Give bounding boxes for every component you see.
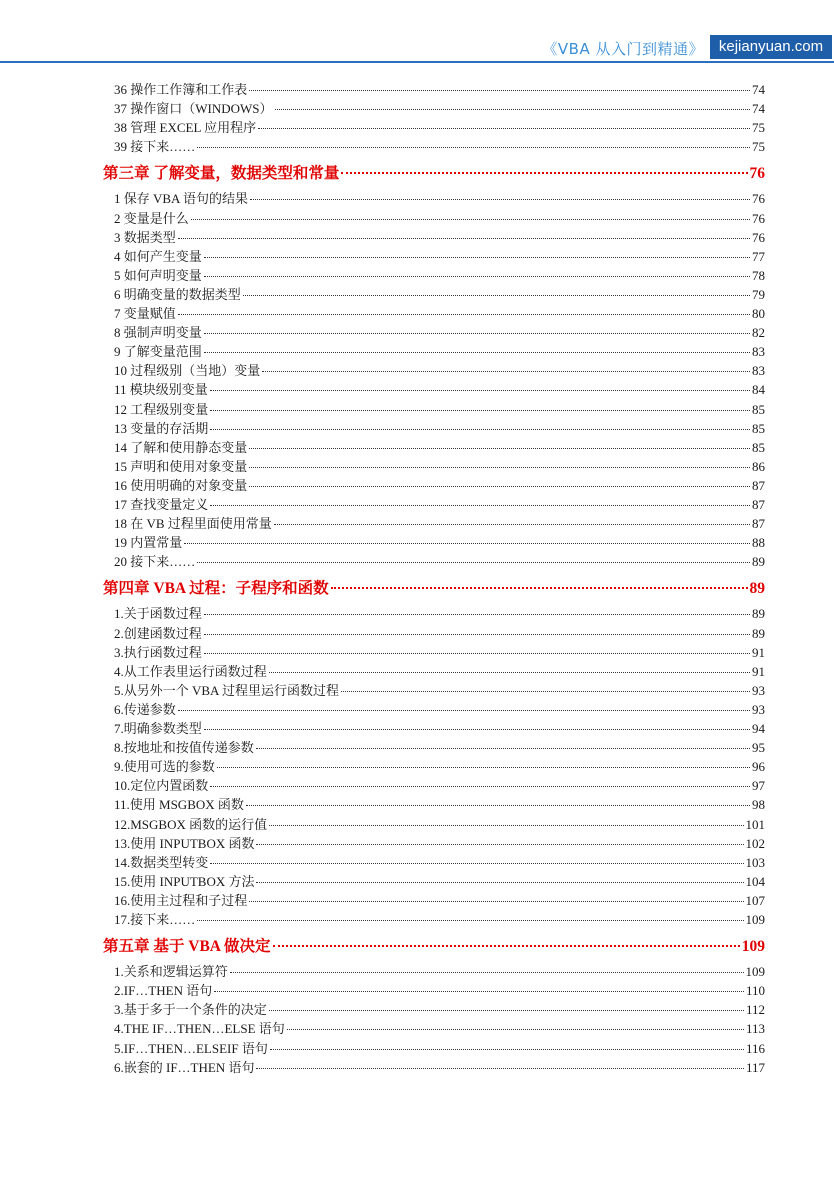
- toc-leader-dots: [273, 930, 740, 948]
- toc-label: 38 管理 EXCEL 应用程序: [114, 120, 257, 136]
- toc-page-number: 79: [752, 286, 765, 302]
- toc-label: 4 如何产生变量: [114, 248, 202, 264]
- toc-page-number: 95: [752, 740, 765, 756]
- toc-page-number: 75: [752, 120, 765, 136]
- toc-leader-dots: [287, 1016, 744, 1030]
- toc-page-number: 91: [752, 663, 765, 679]
- toc-label: 18 在 VB 过程里面使用常量: [114, 516, 272, 532]
- toc-entry[interactable]: [114, 910, 765, 929]
- toc-label: 第四章 VBA 过程：子程序和函数: [103, 580, 329, 598]
- toc-page-number: 109: [741, 938, 765, 956]
- toc-label: 9 了解变量范围: [114, 344, 202, 360]
- toc-label: 12.MSGBOX 函数的运行值: [114, 816, 268, 832]
- toc-leader-dots: [184, 530, 750, 544]
- toc-leader-dots: [269, 659, 750, 673]
- toc-page-number: 74: [752, 82, 765, 97]
- toc-page-number: 93: [752, 682, 765, 698]
- site-badge: kejianyuan.com: [710, 35, 832, 59]
- toc-page-number: 94: [752, 721, 765, 736]
- toc-page-number: 82: [752, 325, 765, 341]
- toc-leader-dots: [249, 473, 750, 487]
- toc-label: 14.数据类型转变: [114, 854, 209, 870]
- toc-label: 39 接下来……: [114, 139, 196, 155]
- toc-entry[interactable]: [114, 1058, 765, 1077]
- toc-entry[interactable]: [114, 137, 765, 156]
- toc-page-number: 76: [752, 191, 765, 207]
- toc-leader-dots: [331, 572, 748, 590]
- toc-page-number: 87: [752, 477, 765, 493]
- toc-page-number: 107: [745, 892, 765, 908]
- toc-page-number: 86: [752, 458, 765, 474]
- toc-label: 17 查找变量定义: [114, 497, 209, 512]
- toc-label: 12 工程级别变量: [114, 401, 209, 417]
- toc-page-number: 89: [752, 554, 765, 570]
- toc-leader-dots: [204, 339, 750, 353]
- toc-leader-dots: [262, 358, 750, 372]
- toc-leader-dots: [341, 157, 747, 175]
- toc-leader-dots: [249, 454, 750, 468]
- toc-page-number: 88: [752, 535, 765, 551]
- toc-label: 4.从工作表里运行函数过程: [114, 663, 267, 679]
- toc-label: 6 明确变量的数据类型: [114, 286, 241, 302]
- toc-leader-dots: [204, 263, 750, 277]
- toc-leader-dots: [256, 831, 743, 845]
- toc-leader-dots: [341, 678, 750, 692]
- toc-leader-dots: [197, 549, 750, 563]
- toc-page-number: 96: [752, 759, 765, 775]
- toc-page-number: 97: [752, 778, 765, 794]
- toc-leader-dots: [270, 1036, 744, 1050]
- toc-leader-dots: [191, 206, 750, 220]
- toc-leader-dots: [204, 716, 750, 730]
- book-title: 《VBA 从入门到精通》: [542, 40, 704, 58]
- toc-page-number: 116: [745, 1040, 765, 1056]
- toc-label: 16.使用主过程和子过程: [114, 892, 248, 908]
- toc-label: 37 操作窗口（WINDOWS）: [114, 101, 273, 117]
- toc-leader-dots: [204, 621, 750, 635]
- toc-leader-dots: [178, 225, 750, 239]
- toc-label: 5.IF…THEN…ELSEIF 语句: [114, 1040, 268, 1056]
- toc-label: 7.明确参数类型: [114, 721, 202, 736]
- toc-label: 2.IF…THEN 语句: [114, 983, 213, 999]
- toc-page-number: 101: [745, 816, 765, 832]
- toc-page-number: 112: [745, 1002, 765, 1018]
- toc-label: 2 变量是什么: [114, 210, 189, 226]
- toc-page-number: 76: [752, 210, 765, 226]
- toc-page-number: 83: [752, 363, 765, 379]
- toc-leader-dots: [274, 511, 750, 525]
- toc-label: 6.嵌套的 IF…THEN 语句: [114, 1059, 255, 1075]
- toc-leader-dots: [256, 1055, 744, 1069]
- toc-label: 5.从另外一个 VBA 过程里运行函数过程: [114, 682, 339, 698]
- toc-label: 9.使用可选的参数: [114, 759, 215, 775]
- toc-leader-dots: [178, 301, 750, 315]
- toc-label: 3.基于多于一个条件的决定: [114, 1002, 267, 1018]
- toc-page-number: 93: [752, 701, 765, 717]
- toc-leader-dots: [258, 115, 750, 129]
- toc-label: 10.定位内置函数: [114, 778, 209, 794]
- toc-label: 36 操作工作簿和工作表: [114, 82, 248, 97]
- toc-label: 17.接下来……: [114, 912, 196, 927]
- toc-page-number: 109: [745, 912, 765, 927]
- toc-leader-dots: [256, 735, 750, 749]
- toc-label: 13 变量的存活期: [114, 420, 209, 436]
- toc-page-number: 91: [752, 644, 765, 660]
- toc-page-number: 85: [752, 439, 765, 455]
- toc-leader-dots: [210, 773, 750, 787]
- toc-page-number: 76: [749, 165, 765, 183]
- toc-label: 8.按地址和按值传递参数: [114, 740, 254, 756]
- toc-label: 20 接下来……: [114, 554, 196, 570]
- toc-label: 13.使用 INPUTBOX 函数: [114, 835, 255, 851]
- toc-leader-dots: [250, 186, 750, 200]
- toc-leader-dots: [275, 96, 750, 110]
- toc-label: 15.使用 INPUTBOX 方法: [114, 873, 255, 889]
- toc-page-number: 110: [745, 983, 765, 999]
- toc-label: 11.使用 MSGBOX 函数: [114, 797, 244, 813]
- toc-leader-dots: [204, 601, 750, 615]
- toc-page-number: 83: [752, 344, 765, 360]
- toc-page-number: 89: [752, 625, 765, 641]
- toc-page-number: 74: [752, 101, 765, 117]
- toc-leader-dots: [243, 282, 750, 296]
- toc-leader-dots: [197, 907, 743, 921]
- toc-page-number: 78: [752, 267, 765, 283]
- page-header: [0, 0, 834, 62]
- toc-leader-dots: [204, 640, 750, 654]
- toc-label: 5 如何声明变量: [114, 267, 202, 283]
- toc-label: 1 保存 VBA 语句的结果: [114, 191, 248, 207]
- toc-page-number: 113: [745, 1021, 765, 1037]
- toc-page-number: 103: [745, 854, 765, 870]
- toc-leader-dots: [178, 697, 750, 711]
- toc-page-number: 87: [752, 516, 765, 532]
- toc-page-number: 104: [745, 873, 765, 889]
- toc-page-number: 77: [752, 248, 765, 264]
- toc-leader-dots: [210, 850, 743, 864]
- toc-chapter[interactable]: [103, 934, 765, 958]
- toc-page-number: 80: [752, 306, 765, 321]
- toc-leader-dots: [204, 320, 750, 334]
- toc-label: 2.创建函数过程: [114, 625, 202, 641]
- toc-page-number: 84: [752, 382, 765, 398]
- toc-label: 16 使用明确的对象变量: [114, 477, 248, 493]
- toc-leader-dots: [210, 492, 750, 506]
- toc-leader-dots: [217, 754, 750, 768]
- header-rule: [0, 61, 834, 63]
- toc-leader-dots: [269, 997, 744, 1011]
- toc-leader-dots: [249, 888, 743, 902]
- toc-label: 15 声明和使用对象变量: [114, 458, 248, 474]
- toc-leader-dots: [249, 435, 750, 449]
- toc-label: 第五章 基于 VBA 做决定: [103, 938, 271, 956]
- toc-label: 1.关于函数过程: [114, 606, 202, 622]
- toc-label: 10 过程级别（当地）变量: [114, 363, 261, 379]
- toc-page-number: 85: [752, 401, 765, 417]
- toc-leader-dots: [210, 397, 750, 411]
- toc-label: 3 数据类型: [114, 229, 176, 245]
- toc-page-number: 75: [752, 139, 765, 155]
- toc-leader-dots: [230, 959, 744, 973]
- toc-leader-dots: [249, 77, 750, 91]
- toc-page-number: 85: [752, 420, 765, 436]
- toc-label: 14 了解和使用静态变量: [114, 439, 248, 455]
- toc-page-number: 102: [745, 835, 765, 851]
- toc-entry[interactable]: [114, 552, 765, 571]
- toc-leader-dots: [246, 792, 750, 806]
- toc-label: 第三章 了解变量，数据类型和常量: [103, 165, 340, 183]
- toc-label: 19 内置常量: [114, 535, 183, 551]
- toc-label: 11 模块级别变量: [114, 382, 208, 398]
- toc-leader-dots: [269, 812, 743, 826]
- toc-page-number: 117: [745, 1059, 765, 1075]
- toc-page-number: 109: [745, 964, 765, 980]
- toc-page-number: 89: [752, 606, 765, 622]
- toc-chapter[interactable]: [103, 161, 765, 185]
- toc-page-number: 98: [752, 797, 765, 813]
- toc-label: 3.执行函数过程: [114, 644, 202, 660]
- toc-label: 6.传递参数: [114, 701, 176, 717]
- toc-page-number: 87: [752, 497, 765, 512]
- toc-label: 4.THE IF…THEN…ELSE 语句: [114, 1021, 285, 1037]
- toc-leader-dots: [210, 377, 750, 391]
- toc-leader-dots: [214, 978, 744, 992]
- toc-page-number: 76: [752, 229, 765, 245]
- toc-leader-dots: [204, 244, 750, 258]
- toc-leader-dots: [256, 869, 743, 883]
- toc-chapter[interactable]: [103, 576, 765, 600]
- toc-page-number: 89: [749, 580, 765, 598]
- toc-label: 7 变量赋值: [114, 306, 176, 321]
- toc-label: 8 强制声明变量: [114, 325, 202, 341]
- toc-leader-dots: [197, 134, 750, 148]
- toc-leader-dots: [210, 416, 750, 430]
- toc-label: 1.关系和逻辑运算符: [114, 964, 228, 980]
